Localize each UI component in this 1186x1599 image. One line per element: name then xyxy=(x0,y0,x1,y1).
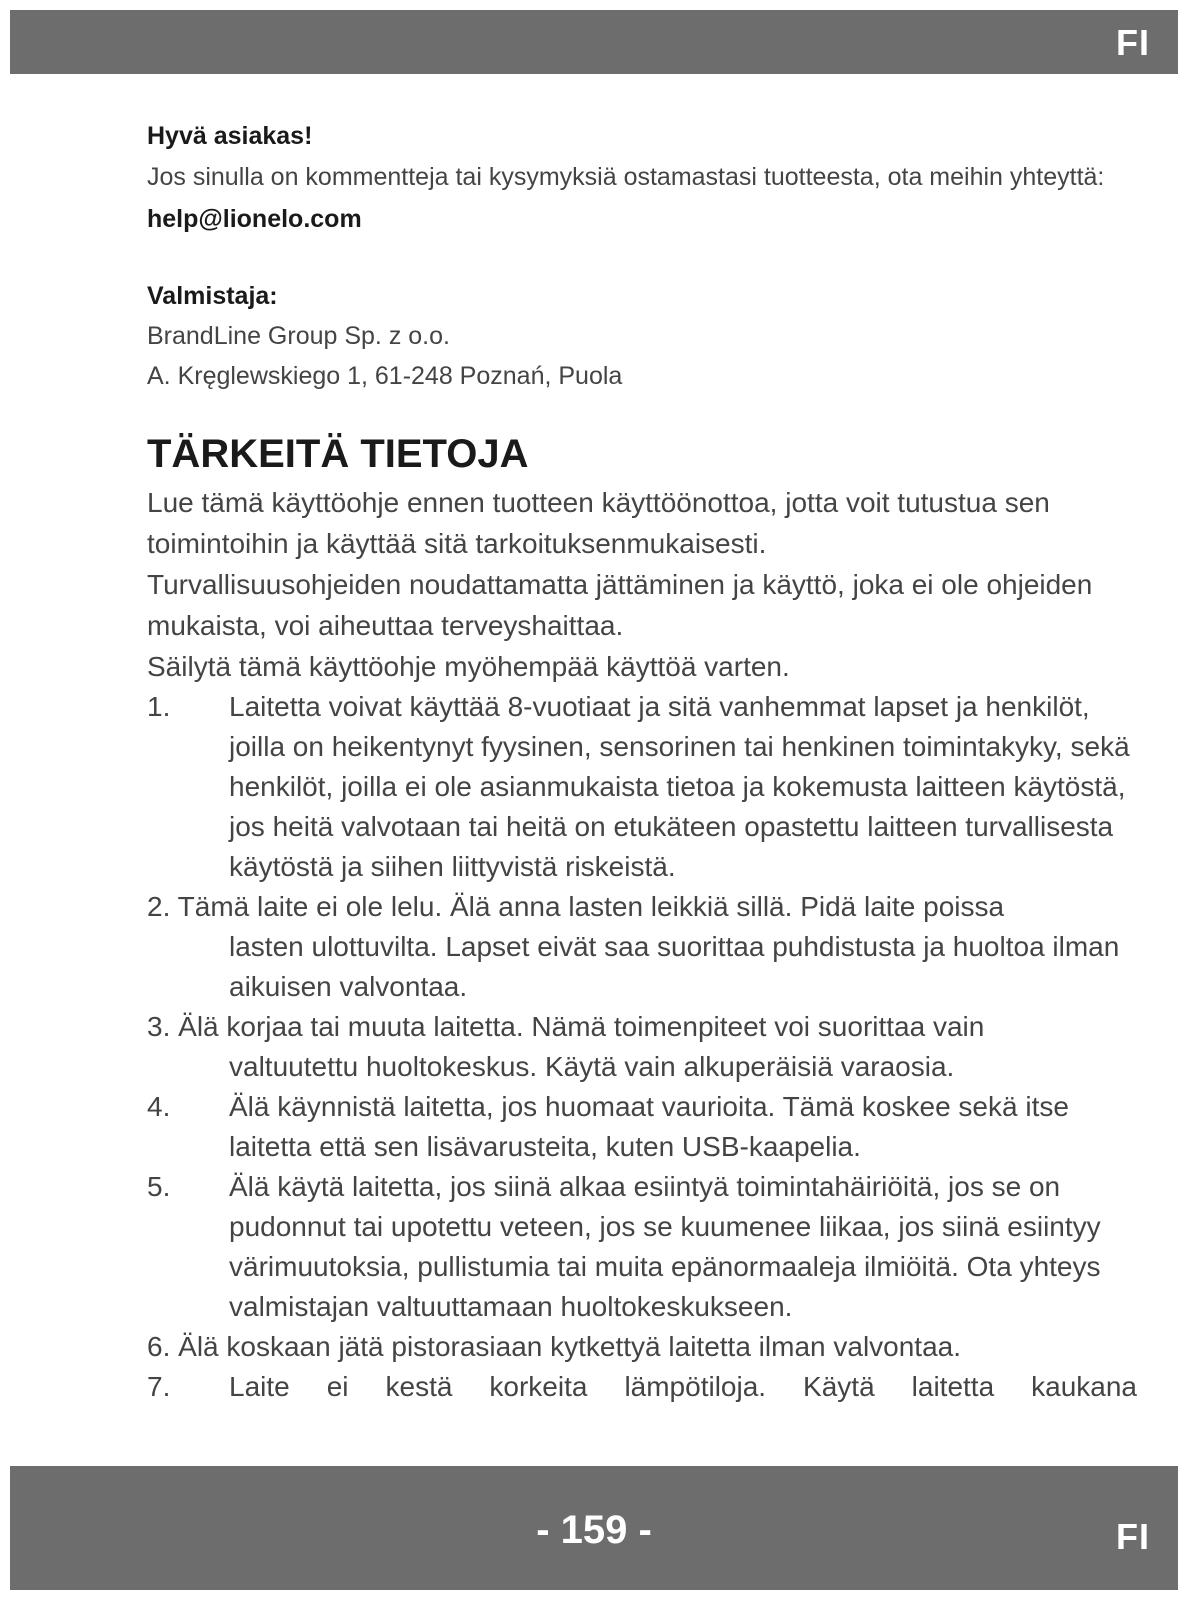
manufacturer-company: BrandLine Group Sp. z o.o. xyxy=(147,322,450,350)
list-item xyxy=(147,1087,1137,1167)
list-item xyxy=(147,1367,1137,1407)
intro-paragraph-2: Turvallisuusohjeiden noudattamatta jättäminen ja käyttö, joka ei ole ohjeiden mukaista, voi aiheuttaa terveyshaittaa. xyxy=(147,569,1093,641)
manufacturer-title: Valmistaja: xyxy=(147,282,278,310)
language-tag: FI xyxy=(1116,22,1150,63)
list-item xyxy=(147,1167,1137,1327)
list-item-number: 3. xyxy=(147,1011,171,1042)
list-item xyxy=(147,887,1137,1007)
language-tag: FI xyxy=(1116,1516,1150,1557)
greeting-text xyxy=(147,156,1137,240)
list-item-number: 2. xyxy=(147,891,171,922)
list-item-text: Laitetta voivat käyttää 8-vuotiaat ja sitä vanhemmat lapset ja henkilöt, joilla on heikentynyt fyysinen, sensorinen tai henkinen toimintakyky, sekä henkilöt, joilla ei ole asianmukaista tietoa ja kokemusta laitteen käytöstä, jos heitä valvotaan tai heitä on etukäteen opastettu laitteen turvallisesta käytöstä ja siihen liittyvistä riskeistä. xyxy=(229,691,1130,882)
header-band xyxy=(10,10,1178,74)
list-item-text-start: Tämä laite ei ole lelu. Älä anna lasten leikkiä sillä. Pidä laite poissa xyxy=(177,891,1005,922)
intro-paragraph-1: Lue tämä käyttöohje ennen tuotteen käyttöönottoa, jotta voit tutustua sen toimintoihin ja käyttää sitä tarkoituksenmukaisesti. xyxy=(147,487,1050,559)
list-item-text-start: Älä korjaa tai muuta laitetta. Nämä toimenpiteet voi suorittaa vain xyxy=(178,1011,985,1042)
list-item-number: 1. xyxy=(147,691,171,722)
list-item-number: 6. xyxy=(147,1331,171,1362)
list-item xyxy=(147,1327,1137,1367)
support-email: help@lionelo.com xyxy=(147,205,362,233)
page-number: - 159 - xyxy=(536,1508,652,1552)
greeting-body: Jos sinulla on kommentteja tai kysymyksiä ostamastasi tuotteesta, ota meihin yhteyttä: xyxy=(147,163,1105,191)
list-item-first-line xyxy=(147,887,1137,927)
list-item-text: Älä käytä laitetta, jos siinä alkaa esiintyä toimintahäiriöitä, jos se on pudonnut tai upotettu veteen, jos se kuumenee liikaa, jos siinä esiintyy värimuutoksia, pullistumia tai muita epänormaaleja ilmiöitä. Ota yhteys valmistajan valtuuttamaan huoltokeskukseen. xyxy=(229,1171,1101,1322)
footer-band xyxy=(10,1466,1178,1590)
greeting-title: Hyvä asiakas! xyxy=(147,122,313,150)
list-item-text-rest: lasten ulottuvilta. Lapset eivät saa suorittaa puhdistusta ja huoltoa ilman aikuisen valvontaa. xyxy=(229,931,1120,1002)
list-item-number: 4. xyxy=(147,1091,171,1122)
list-item-first-line xyxy=(147,1007,1137,1047)
list-item-first-line xyxy=(147,1327,1137,1367)
list-item-text: Laite ei kestä korkeita lämpötiloja. Käytä laitetta kaukana xyxy=(229,1371,1137,1402)
manufacturer-address: A. Kręglewskiego 1, 61-248 Poznań, Puola xyxy=(147,362,623,390)
safety-list xyxy=(147,687,1137,1407)
list-item-text-rest: valtuutettu huoltokeskus. Käytä vain alkuperäisiä varaosia. xyxy=(229,1051,955,1082)
list-item-number: 7. xyxy=(147,1371,171,1402)
page-content xyxy=(147,116,1137,1407)
list-item-text: Älä koskaan jätä pistorasiaan kytkettyä laitetta ilman valvontaa. xyxy=(178,1331,962,1362)
list-item-text: Älä käynnistä laitetta, jos huomaat vaurioita. Tämä koskee sekä itse laitetta että sen lisävarusteita, kuten USB-kaapelia. xyxy=(229,1091,1069,1162)
list-item-number: 5. xyxy=(147,1171,171,1202)
list-item xyxy=(147,687,1137,887)
list-item xyxy=(147,1007,1137,1087)
important-heading: TÄRKEITÄ TIETOJA xyxy=(147,432,529,476)
intro-paragraph-3: Säilytä tämä käyttöohje myöhempää käyttöä varten. xyxy=(147,651,790,682)
